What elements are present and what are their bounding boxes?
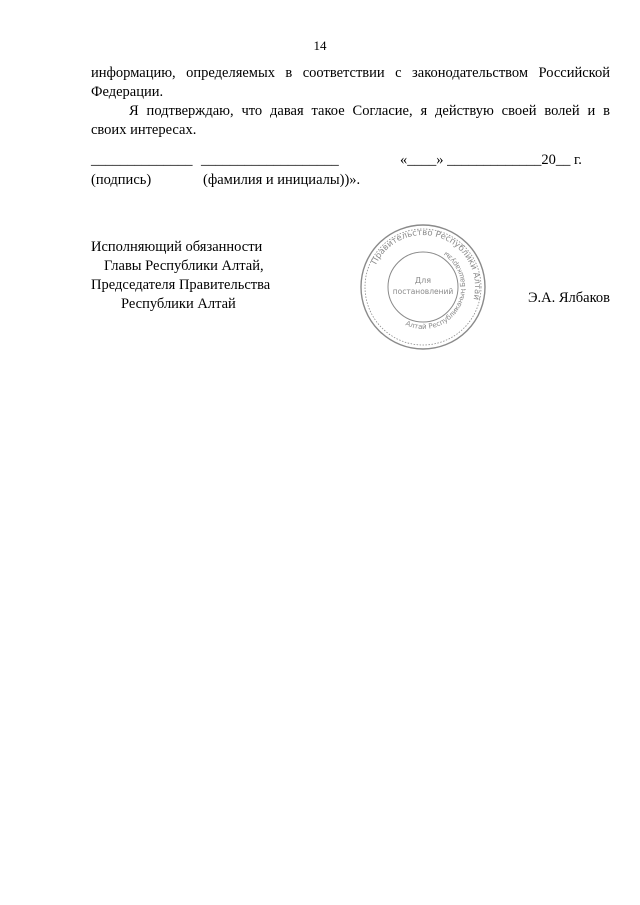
signer-name: Э.А. Ялбаков: [527, 290, 610, 306]
official-stamp: [358, 222, 488, 352]
paragraph-line: Я подтверждаю, что давая такое Согласие, я действую своей волей и в: [129, 103, 610, 119]
date-blank: «____» _____________20__ г.: [400, 152, 582, 168]
paragraph-line: своих интересах.: [91, 122, 197, 138]
paragraph-line: информацию, определяемых в соответствии с законодательством Российской: [91, 65, 610, 81]
stamp-inner-text: Алтай Республиканың Башкарузы: [404, 249, 468, 332]
paragraph-confirmation: [91, 102, 610, 140]
signature-caption-row: [91, 172, 610, 192]
signature-caption: (подпись): [91, 172, 152, 188]
signature-blank: ______________: [91, 152, 193, 168]
signer-title-line: Председателя Правительства: [91, 277, 271, 293]
paragraph-consent-basis: [91, 64, 610, 102]
signer-title-line: Главы Республики Алтай,: [104, 258, 264, 274]
name-blank: ___________________: [201, 152, 339, 168]
stamp-outer-text: Правительство Республики Алтай: [369, 227, 483, 301]
paragraph-line: Федерации.: [91, 84, 164, 100]
signer-title-line: Исполняющий обязанности: [91, 239, 263, 255]
signer-title-line: Республики Алтай: [121, 296, 236, 312]
page-number: 14: [313, 38, 327, 53]
signer-title-block: [91, 238, 351, 314]
stamp-center-line1: Для: [414, 276, 432, 285]
stamp-center-line2: постановлений: [392, 287, 454, 296]
name-caption: (фамилия и инициалы))».: [203, 172, 361, 188]
signature-fill-row: [91, 152, 610, 172]
